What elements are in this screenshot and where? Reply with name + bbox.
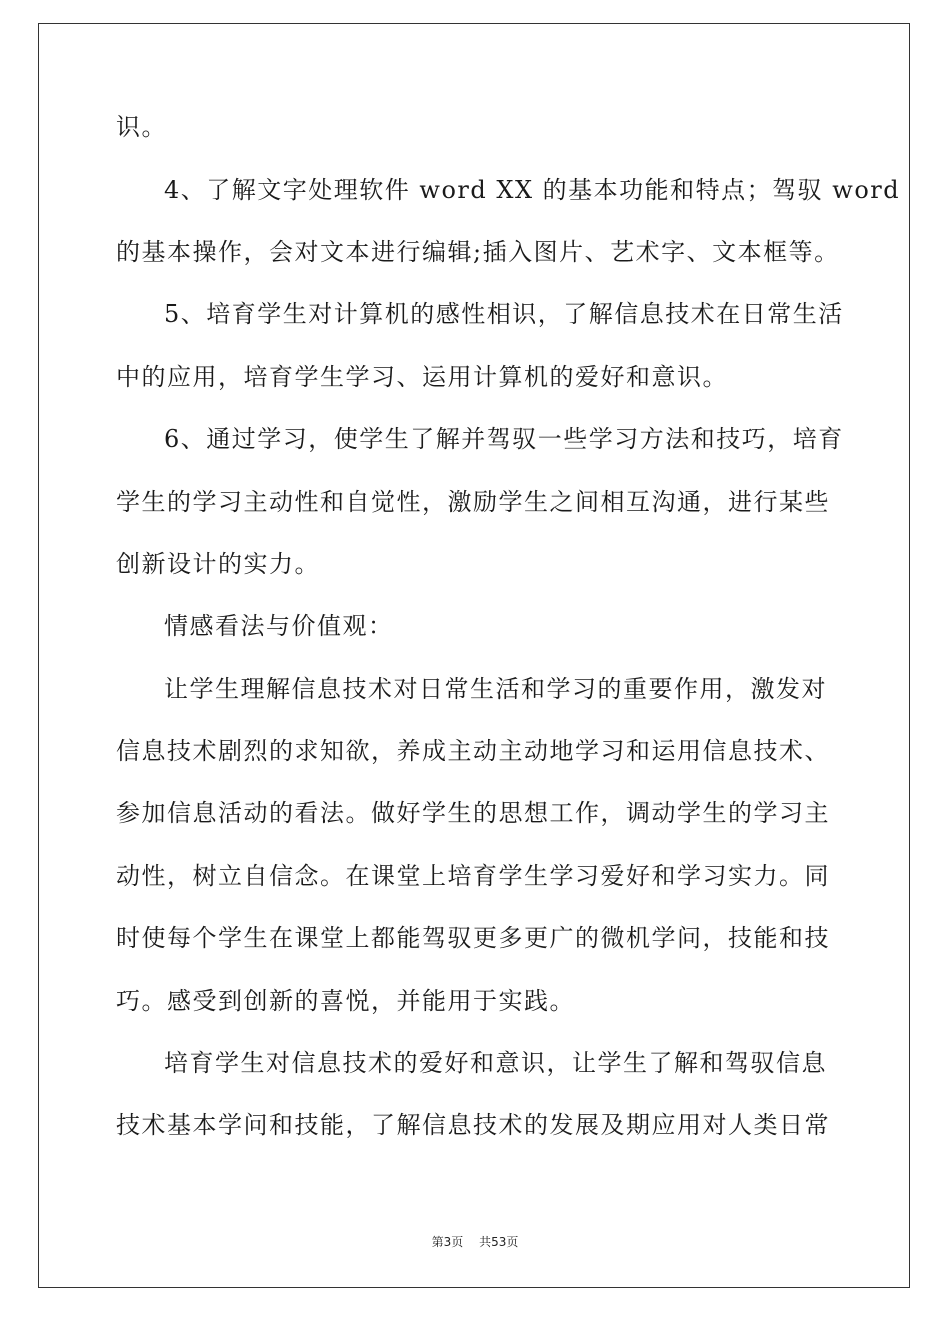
section-heading: 情感看法与价值观： (164, 612, 394, 640)
text-line: 时使每个学生在课堂上都能驾驭更多更广的微机学问，技能和技 (116, 924, 830, 952)
text-line: 6、通过学习，使学生了解并驾驭一些学习方法和技巧，培育 (164, 425, 844, 453)
text-line: 培育学生对信息技术的爱好和意识，让学生了解和驾驭信息 (164, 1049, 827, 1077)
page-frame (38, 23, 910, 1288)
page-number: 第3页 (431, 1235, 464, 1249)
page-footer (0, 1233, 950, 1250)
text-line: 学生的学习主动性和自觉性，激励学生之间相互沟通，进行某些 (116, 488, 830, 516)
text-line: 创新设计的实力。 (116, 550, 320, 578)
text-line: 信息技术剧烈的求知欲，养成主动主动地学习和运用信息技术、 (116, 737, 830, 765)
text-line: 中的应用，培育学生学习、运用计算机的爱好和意识。 (116, 363, 728, 391)
text-line: 技术基本学问和技能，了解信息技术的发展及期应用对人类日常 (116, 1111, 830, 1139)
text-line: 5、培育学生对计算机的感性相识，了解信息技术在日常生活 (164, 300, 844, 328)
text-line: 4、了解文字处理软件 word XX 的基本功能和特点；驾驭 word (164, 176, 901, 204)
text-line: 的基本操作，会对文本进行编辑;插入图片、艺术字、文本框等。 (116, 238, 840, 266)
text-line: 识。 (116, 113, 167, 141)
text-line: 让学生理解信息技术对日常生活和学习的重要作用，激发对 (164, 675, 827, 703)
page-total: 共53页 (479, 1235, 519, 1249)
text-line: 巧。感受到创新的喜悦，并能用于实践。 (116, 987, 575, 1015)
text-line: 参加信息活动的看法。做好学生的思想工作，调动学生的学习主 (116, 799, 830, 827)
text-line: 动性，树立自信念。在课堂上培育学生学习爱好和学习实力。同 (116, 862, 830, 890)
